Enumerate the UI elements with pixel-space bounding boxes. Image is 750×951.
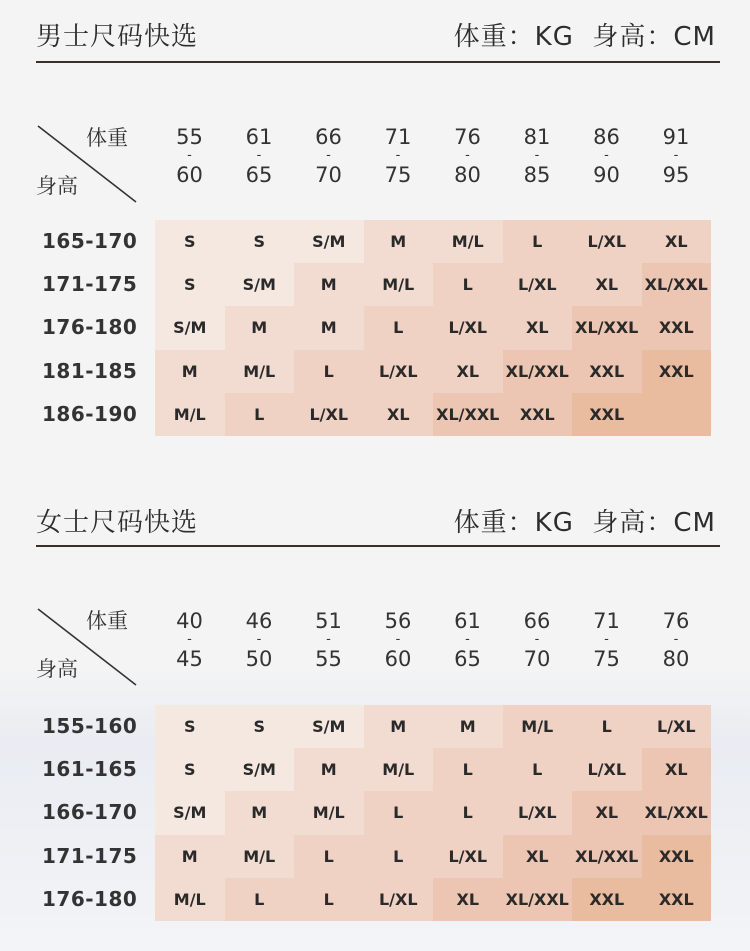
size-cell: XL bbox=[572, 263, 642, 306]
size-cell bbox=[642, 393, 712, 436]
weight-range-header bbox=[433, 609, 503, 671]
weight-range-header bbox=[572, 609, 642, 671]
section-title: 男士尺码快选 bbox=[36, 22, 199, 52]
weight-range-header bbox=[363, 609, 433, 671]
size-cell: L/XL bbox=[364, 350, 434, 393]
size-cell: M/L bbox=[364, 263, 434, 306]
size-cell: M/L bbox=[225, 350, 295, 393]
size-cell: M/L bbox=[155, 878, 225, 921]
size-grid bbox=[155, 705, 711, 921]
size-cell: M bbox=[433, 705, 503, 748]
weight-axis-label: 体重 bbox=[86, 126, 128, 150]
height-range-label: 186-190 bbox=[42, 401, 138, 426]
size-cell: L bbox=[572, 705, 642, 748]
size-cell: M bbox=[364, 705, 434, 748]
size-cell: S bbox=[225, 220, 295, 263]
corner-header bbox=[36, 122, 138, 200]
height-range-label: 176-180 bbox=[42, 315, 138, 340]
weight-max: 70 bbox=[315, 163, 342, 187]
size-cell: M/L bbox=[155, 393, 225, 436]
weight-max: 90 bbox=[593, 163, 620, 187]
weight-range-header bbox=[433, 125, 503, 187]
range-dash: - bbox=[604, 632, 609, 647]
size-cell: L/XL bbox=[642, 705, 712, 748]
size-cell: XL bbox=[642, 220, 712, 263]
weight-min: 91 bbox=[662, 125, 690, 149]
weight-min: 66 bbox=[315, 125, 342, 149]
size-cell: S/M bbox=[225, 748, 295, 791]
size-cell: XL/XXL bbox=[572, 306, 642, 349]
size-cell: XL bbox=[364, 393, 434, 436]
size-cell: L bbox=[225, 393, 295, 436]
weight-min: 51 bbox=[315, 609, 342, 633]
units-label: 体重：KG 身高：CM bbox=[453, 22, 716, 52]
height-axis-label: 身高 bbox=[36, 657, 78, 681]
weight-range-header bbox=[363, 125, 433, 187]
size-cell: S/M bbox=[294, 220, 364, 263]
size-cell: L bbox=[433, 791, 503, 834]
size-cell: XL bbox=[503, 306, 573, 349]
range-dash: - bbox=[326, 148, 331, 163]
size-cell: XXL bbox=[642, 835, 712, 878]
weight-range-header bbox=[155, 125, 225, 187]
size-cell: S bbox=[155, 220, 225, 263]
size-cell: XL/XXL bbox=[503, 350, 573, 393]
weight-max: 65 bbox=[454, 647, 481, 671]
size-cell: M bbox=[155, 350, 225, 393]
size-cell: XXL bbox=[642, 306, 712, 349]
size-cell: S/M bbox=[225, 263, 295, 306]
weight-max: 70 bbox=[523, 647, 551, 671]
weight-max: 50 bbox=[245, 647, 273, 671]
range-dash: - bbox=[187, 148, 192, 163]
range-dash: - bbox=[673, 632, 679, 647]
size-cell: M bbox=[294, 306, 364, 349]
size-cell: L bbox=[294, 350, 364, 393]
weight-max: 80 bbox=[454, 163, 481, 187]
size-cell: M/L bbox=[433, 220, 503, 263]
weight-max: 45 bbox=[176, 647, 203, 671]
units-label: 体重：KG 身高：CM bbox=[453, 508, 716, 538]
size-cell: XL bbox=[433, 878, 503, 921]
size-cell: S/M bbox=[294, 705, 364, 748]
size-cell: S/M bbox=[155, 306, 225, 349]
size-cell: M bbox=[294, 748, 364, 791]
size-cell: L bbox=[433, 263, 503, 306]
weight-range-header bbox=[294, 125, 364, 187]
size-cell: L bbox=[294, 835, 364, 878]
size-cell: M bbox=[364, 220, 434, 263]
range-dash: - bbox=[395, 632, 401, 647]
size-cell: XL bbox=[572, 791, 642, 834]
corner-header bbox=[36, 605, 138, 683]
weight-range-header bbox=[294, 609, 364, 671]
weight-range-header bbox=[155, 609, 225, 671]
weight-max: 80 bbox=[662, 647, 690, 671]
size-cell: XXL bbox=[642, 878, 712, 921]
size-cell: M bbox=[155, 835, 225, 878]
range-dash: - bbox=[395, 148, 401, 163]
size-cell: XXL bbox=[642, 350, 712, 393]
size-cell: L bbox=[364, 835, 434, 878]
weight-range-header bbox=[502, 125, 572, 187]
size-cell: XL/XXL bbox=[503, 878, 573, 921]
weight-min: 55 bbox=[176, 125, 203, 149]
weight-max: 75 bbox=[384, 163, 412, 187]
size-cell: L/XL bbox=[503, 263, 573, 306]
range-dash: - bbox=[326, 632, 331, 647]
weight-min: 61 bbox=[454, 609, 481, 633]
size-cell: XXL bbox=[503, 393, 573, 436]
weight-min: 71 bbox=[384, 125, 412, 149]
size-cell: M bbox=[225, 791, 295, 834]
size-cell: L/XL bbox=[433, 835, 503, 878]
weight-range-header bbox=[572, 125, 642, 187]
size-cell: L/XL bbox=[294, 393, 364, 436]
weight-min: 61 bbox=[245, 125, 273, 149]
size-cell: L/XL bbox=[503, 791, 573, 834]
weight-max: 65 bbox=[245, 163, 273, 187]
weight-max: 95 bbox=[662, 163, 690, 187]
size-grid bbox=[155, 220, 711, 436]
weight-max: 75 bbox=[593, 647, 620, 671]
range-dash: - bbox=[534, 148, 540, 163]
weight-max: 60 bbox=[384, 647, 412, 671]
height-range-label: 161-165 bbox=[42, 757, 138, 782]
weight-min: 81 bbox=[523, 125, 551, 149]
height-range-label: 171-175 bbox=[42, 843, 138, 868]
weight-min: 86 bbox=[593, 125, 620, 149]
weight-min: 46 bbox=[245, 609, 273, 633]
size-cell: S bbox=[225, 705, 295, 748]
range-dash: - bbox=[465, 148, 470, 163]
range-dash: - bbox=[534, 632, 540, 647]
size-cell: L bbox=[364, 791, 434, 834]
range-dash: - bbox=[256, 632, 262, 647]
size-cell: L/XL bbox=[572, 220, 642, 263]
size-cell: M/L bbox=[364, 748, 434, 791]
weight-min: 40 bbox=[176, 609, 203, 633]
weight-min: 71 bbox=[593, 609, 620, 633]
size-cell: S bbox=[155, 263, 225, 306]
size-cell: S/M bbox=[155, 791, 225, 834]
size-cell: L/XL bbox=[572, 748, 642, 791]
size-cell: XL/XXL bbox=[642, 263, 712, 306]
size-cell: M bbox=[225, 306, 295, 349]
weight-max: 85 bbox=[523, 163, 551, 187]
size-cell: L bbox=[364, 306, 434, 349]
size-cell: L bbox=[503, 748, 573, 791]
section-divider bbox=[36, 545, 720, 547]
height-range-label: 155-160 bbox=[42, 714, 138, 738]
range-dash: - bbox=[256, 148, 262, 163]
size-cell: L bbox=[433, 748, 503, 791]
section-divider bbox=[36, 61, 720, 63]
height-range-label: 166-170 bbox=[42, 800, 138, 825]
size-cell: L bbox=[294, 878, 364, 921]
height-range-label: 165-170 bbox=[42, 229, 138, 253]
weight-min: 56 bbox=[384, 609, 412, 633]
weight-min: 76 bbox=[454, 125, 481, 149]
weight-range-header bbox=[224, 125, 294, 187]
size-cell: L bbox=[503, 220, 573, 263]
size-cell: S bbox=[155, 705, 225, 748]
size-cell: XL/XXL bbox=[642, 791, 712, 834]
weight-range-header bbox=[502, 609, 572, 671]
size-cell: L/XL bbox=[364, 878, 434, 921]
range-dash: - bbox=[604, 148, 609, 163]
size-cell: XL bbox=[503, 835, 573, 878]
size-cell: S bbox=[155, 748, 225, 791]
weight-range-header bbox=[224, 609, 294, 671]
size-cell: XL bbox=[642, 748, 712, 791]
size-cell: L bbox=[225, 878, 295, 921]
size-cell: XXL bbox=[572, 393, 642, 436]
range-dash: - bbox=[187, 632, 192, 647]
size-cell: XL/XXL bbox=[433, 393, 503, 436]
size-cell: XXL bbox=[572, 878, 642, 921]
weight-range-header bbox=[641, 125, 711, 187]
weight-min: 66 bbox=[523, 609, 551, 633]
size-cell: XXL bbox=[572, 350, 642, 393]
height-range-label: 171-175 bbox=[42, 272, 138, 297]
size-cell: M/L bbox=[294, 791, 364, 834]
size-cell: M/L bbox=[503, 705, 573, 748]
size-cell: XL bbox=[433, 350, 503, 393]
weight-max: 55 bbox=[315, 647, 342, 671]
height-range-label: 176-180 bbox=[42, 886, 138, 911]
height-range-label: 181-185 bbox=[42, 358, 138, 383]
size-cell: M/L bbox=[225, 835, 295, 878]
weight-range-header bbox=[641, 609, 711, 671]
range-dash: - bbox=[673, 148, 679, 163]
range-dash: - bbox=[465, 632, 470, 647]
size-cell: L/XL bbox=[433, 306, 503, 349]
size-cell: XL/XXL bbox=[572, 835, 642, 878]
section-title: 女士尺码快选 bbox=[36, 508, 199, 538]
weight-axis-label: 体重 bbox=[86, 609, 128, 633]
weight-min: 76 bbox=[662, 609, 690, 633]
height-axis-label: 身高 bbox=[36, 174, 78, 198]
size-cell: M bbox=[294, 263, 364, 306]
weight-max: 60 bbox=[176, 163, 203, 187]
